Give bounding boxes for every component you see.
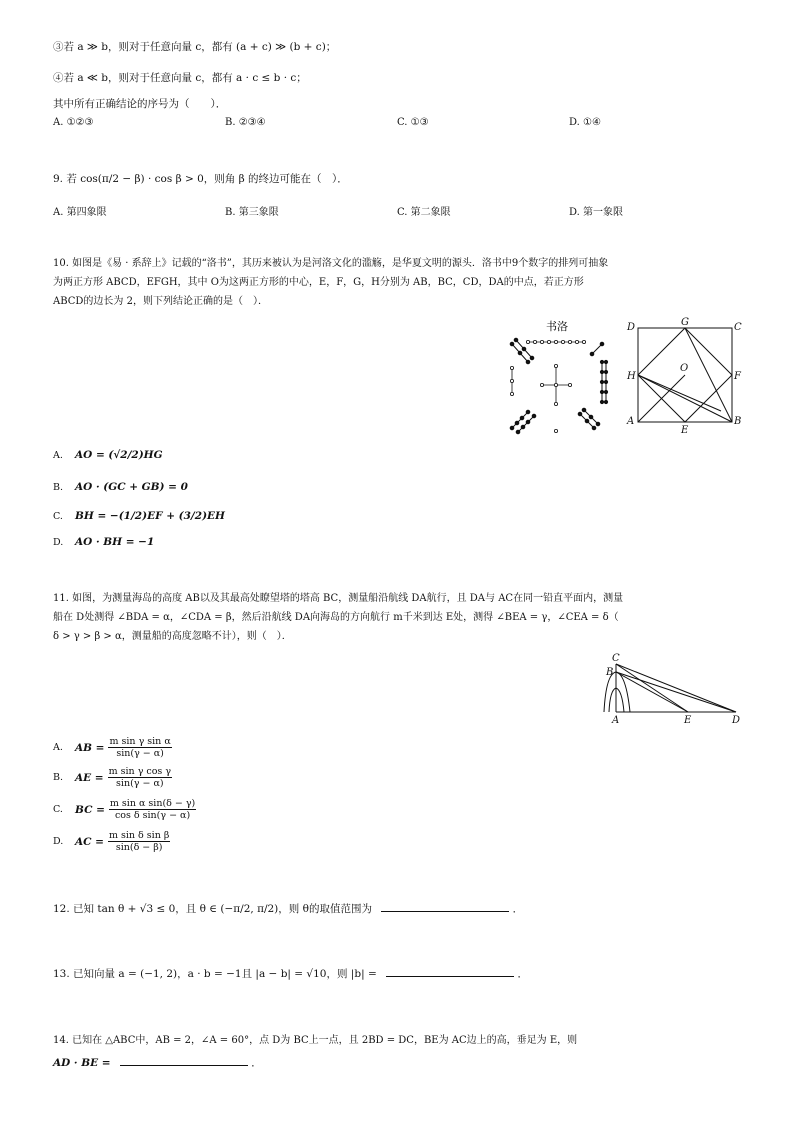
- q10-stem-line3: ABCD的边长为 2，则下列结论正确的是（ ）．: [53, 296, 268, 307]
- luoshu-left: [510, 366, 513, 395]
- luoshu-title: 书洛: [546, 320, 568, 333]
- q10-option-c-label: C.: [53, 510, 63, 522]
- label-d11: D: [732, 715, 741, 726]
- q11-option-a-lhs: AB =: [75, 741, 105, 754]
- q11-stem-line3: δ > γ > β > α，测量船的高度忽略不计），则（ ）．: [53, 631, 292, 642]
- label-c: C: [734, 322, 742, 333]
- q11-option-a: [53, 736, 172, 759]
- q11-option-d-num: m sin δ sin β: [108, 830, 170, 841]
- q11-option-a-num: m sin γ sin α: [109, 736, 171, 747]
- q10-option-b-text: AO · (GC + GB) = 0: [75, 481, 188, 493]
- q9-option-c: C. 第二象限: [397, 207, 451, 218]
- q11-option-d-lhs: AC =: [75, 835, 104, 848]
- q11-option-d-den: sin(δ − β): [115, 842, 163, 853]
- label-c11: C: [612, 653, 620, 664]
- q10-option-a-text: AO = (√2/2)HG: [75, 449, 163, 461]
- q8-option-d: D. ①④: [569, 117, 601, 128]
- segment-hb: [638, 375, 732, 422]
- q10-option-d-text: AO · BH = −1: [75, 536, 155, 548]
- label-f: F: [734, 371, 741, 382]
- q10-stem-line1: 10. 如图是《易 · 系辞上》记载的“洛书”，其历来被认为是河洛文化的滥觞，是华夏文明的源头．洛书中9个数字的排列可抽象: [53, 258, 609, 269]
- statement-4: ④若 a ≪ b，则对于任意向量 c，都有 a · c ≤ b · c；: [53, 72, 307, 84]
- luoshu-bottom-center: [554, 429, 557, 432]
- q11-option-c-den: cos δ sin(γ − α): [114, 810, 191, 821]
- q11-option-c-label: C.: [53, 804, 63, 815]
- q13-answer-blank[interactable]: [386, 976, 514, 977]
- q10-option-b: [53, 481, 188, 493]
- squares-figure: [624, 316, 744, 436]
- statement-3: ③若 a ≫ b，则对于任意向量 c，都有 (a + c) ≫ (b + c)；: [53, 41, 337, 53]
- luoshu-figure: [498, 316, 616, 438]
- q14-stem-line2: [53, 1056, 262, 1070]
- q8-prompt: 其中所有正确结论的序号为（ ）．: [53, 98, 227, 110]
- q11-option-c: [53, 798, 196, 821]
- luoshu-top-chain: [526, 340, 586, 343]
- label-b11: B: [606, 667, 614, 678]
- q11-option-b-num: m sin γ cos γ: [108, 766, 171, 777]
- q13-stem: [53, 967, 528, 981]
- q10-option-d: [53, 536, 154, 548]
- q9-option-a: A. 第四象限: [53, 207, 107, 218]
- label-e11: E: [684, 715, 692, 726]
- label-g: G: [681, 317, 689, 328]
- luoshu-right: [600, 360, 607, 403]
- q10-stem-line2: 为两正方形 ABCD，EFGH，其中 O为这两正方形的中心，E，F，G，H分别为 AB，BC，CD，DA的中点，若正方形: [53, 277, 584, 288]
- q11-option-d: [53, 830, 170, 853]
- q8-option-a: A. ①②③: [53, 117, 94, 128]
- q10-option-d-label: D.: [53, 536, 64, 548]
- q11-option-a-label: A.: [53, 742, 63, 753]
- label-e: E: [681, 425, 689, 436]
- q9-option-b: B. 第三象限: [225, 207, 279, 218]
- q14-stem-line1: 14. 已知在 △ABC中，AB = 2，∠A = 60°，点 D为 BC上一点，且 2BD = DC，BE为 AC边上的高，垂足为 E，则: [53, 1035, 578, 1046]
- q10-option-a-label: A.: [53, 449, 63, 461]
- q11-option-c-lhs: BC =: [75, 803, 105, 816]
- q11-stem-line2: 船在 D处测得 ∠BDA = α，∠CDA = β，然后沿航线 DA向海岛的方向航行 m千米到达 E处，测得 ∠BEA = γ，∠CEA = δ（: [53, 612, 619, 623]
- label-a11: A: [612, 715, 620, 726]
- q11-option-c-num: m sin α sin(δ − γ): [109, 798, 196, 809]
- q11-option-c-fraction: [109, 798, 196, 821]
- luoshu-bottom-right: [578, 408, 600, 430]
- island-figure: [600, 650, 745, 726]
- luoshu-top-right: [590, 342, 604, 356]
- q12-stem: [53, 902, 523, 916]
- q11-stem-line1: 11. 如图，为测量海岛的高度 AB以及其最高处瞭望塔的塔高 BC，测量船沿航线 DA航行，且 DA与 AC在同一铅直平面内，测量: [53, 593, 624, 604]
- q14-answer-blank[interactable]: [120, 1065, 248, 1066]
- q8-option-c: C. ①③: [397, 117, 429, 128]
- label-d: D: [627, 322, 636, 333]
- q14-text: AD · BE =: [53, 1057, 111, 1069]
- label-b: B: [734, 416, 742, 427]
- q11-option-b: [53, 766, 172, 789]
- q13-period: ．: [517, 968, 528, 980]
- label-h: H: [627, 371, 636, 382]
- q13-text: 13. 已知向量 a = (−1, 2)，a · b = −1且 |a − b| = √10，则 |b| =: [53, 968, 377, 980]
- q8-option-b: B. ②③④: [225, 117, 266, 128]
- q11-option-b-lhs: AE =: [75, 771, 104, 784]
- q11-option-a-fraction: [108, 736, 171, 759]
- q10-option-a: [53, 449, 163, 461]
- luoshu-center: [540, 364, 571, 405]
- q11-option-b-label: B.: [53, 772, 64, 783]
- q11-option-a-den: sin(γ − α): [116, 748, 164, 759]
- q9-stem: 9. 若 cos(π/2 − β) · cos β > 0，则角 β 的终边可能在（ ）．: [53, 173, 348, 185]
- label-a: A: [627, 416, 635, 427]
- q10-option-c: [53, 510, 225, 522]
- q10-option-c-text: BH = −(1/2)EF + (3/2)EH: [75, 510, 225, 522]
- q12-period: ．: [512, 903, 524, 915]
- q11-option-d-fraction: [108, 830, 170, 853]
- q12-text: 12. 已知 tan θ + √3 ≤ 0，且 θ ∈ (−π/2, π/2)，则 θ的取值范围为: [53, 903, 372, 915]
- segment-bd: [616, 672, 736, 712]
- q11-option-b-fraction: [108, 766, 172, 789]
- segment-gb: [685, 328, 732, 422]
- label-o: O: [680, 363, 689, 374]
- q10-option-b-label: B.: [53, 481, 64, 493]
- q12-answer-blank[interactable]: [381, 911, 509, 912]
- q11-option-b-den: sin(γ − α): [116, 778, 164, 789]
- luoshu-bottom-left: [510, 410, 536, 434]
- q11-option-d-label: D.: [53, 836, 64, 847]
- q14-period: ．: [251, 1057, 262, 1069]
- q9-option-d: D. 第一象限: [569, 207, 624, 218]
